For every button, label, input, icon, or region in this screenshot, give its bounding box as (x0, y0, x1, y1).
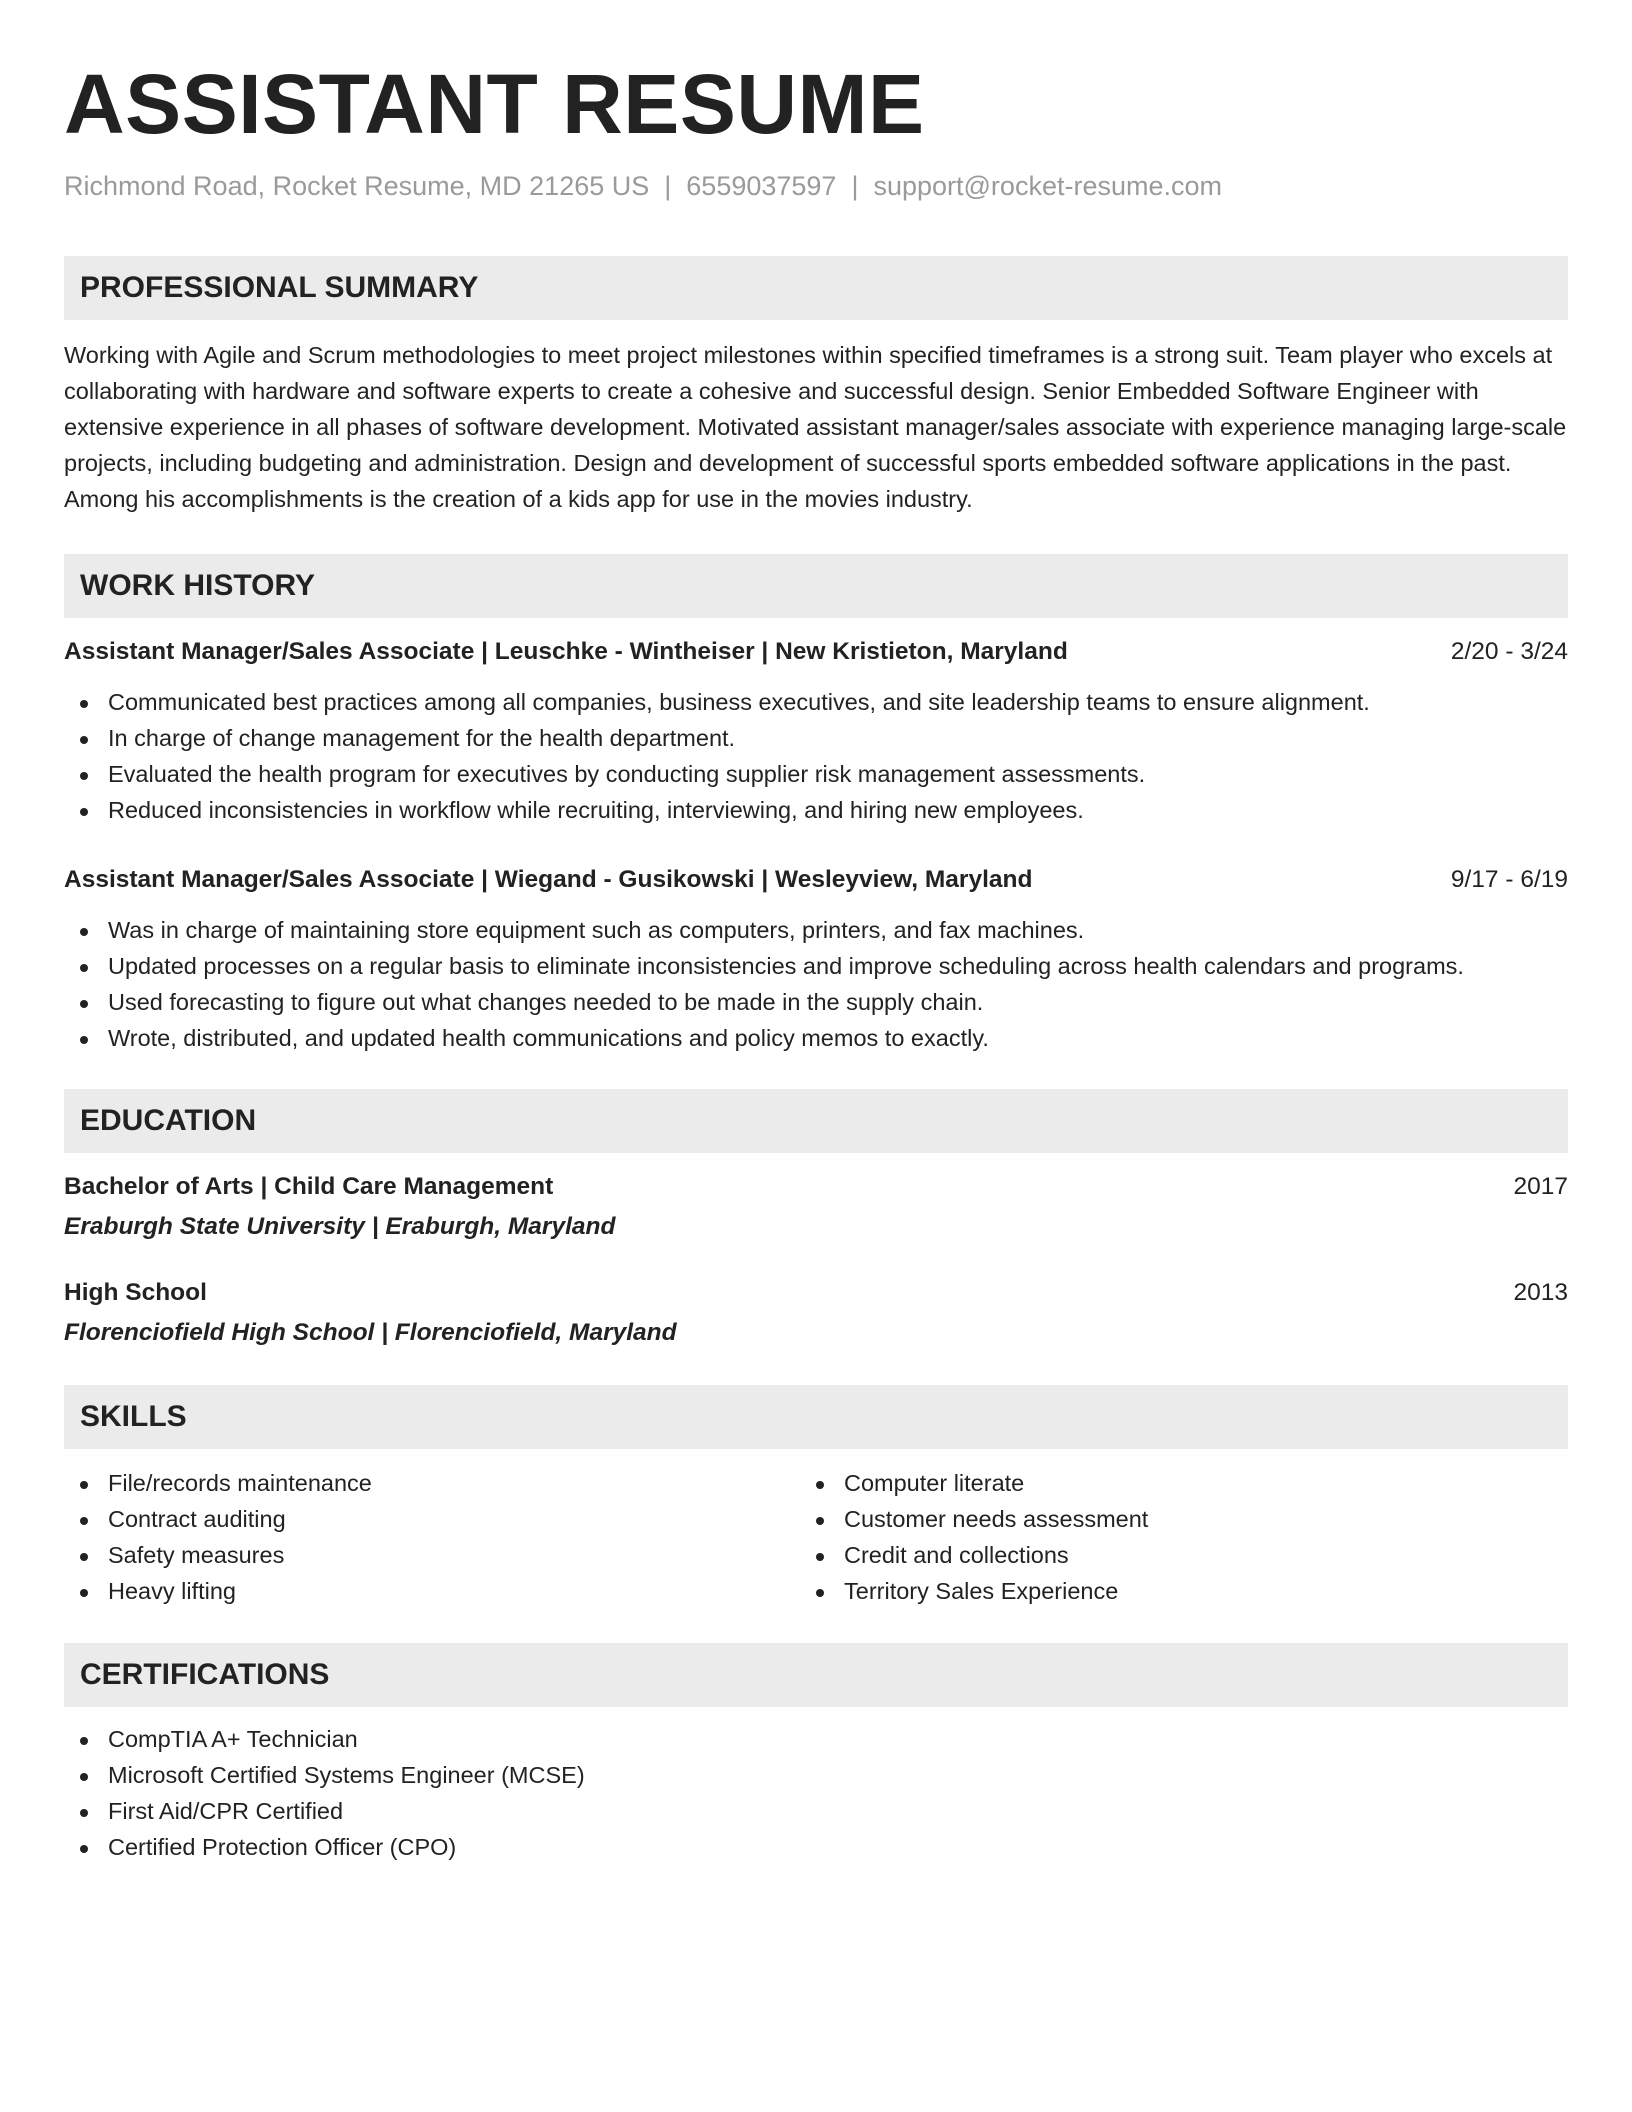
skill-item: Computer literate (800, 1465, 1536, 1501)
section-header-skills: SKILLS (64, 1385, 1568, 1449)
certification-item: CompTIA A+ Technician (64, 1721, 1568, 1757)
skills-column-right (800, 1465, 1536, 1609)
skill-item: Safety measures (64, 1537, 800, 1573)
section-header-education: EDUCATION (64, 1089, 1568, 1153)
job-title-row (64, 862, 1568, 898)
education-entry (64, 1169, 1568, 1245)
education-year: 2017 (1513, 1173, 1568, 1200)
job-dates: 9/17 - 6/19 (1450, 866, 1568, 893)
job-dates: 2/20 - 3/24 (1450, 638, 1568, 665)
contact-phone: 6559037597 (686, 171, 837, 201)
education-degree: Bachelor of Arts | Child Care Management (64, 1173, 554, 1200)
contact-email: support@rocket-resume.com (873, 171, 1222, 201)
skills-column-left (64, 1465, 800, 1609)
skills-list (64, 1465, 800, 1609)
job-bullet-list (64, 684, 1568, 828)
contact-line (64, 168, 1568, 204)
certification-item: First Aid/CPR Certified (64, 1793, 1568, 1829)
job-entry (64, 634, 1568, 828)
job-bullet-list (64, 912, 1568, 1056)
education-degree-row (64, 1169, 1568, 1205)
skill-item: Customer needs assessment (800, 1501, 1536, 1537)
skill-item: Heavy lifting (64, 1573, 800, 1609)
summary-text: Working with Agile and Scrum methodologies to meet project milestones within specified timeframes is a strong suit. Team player who excels at collaborating with hardware and software experts to create a cohesive and successful design. Senior Embedded Software Engineer with extensive experience in all phases of software development. Motivated assistant manager/sales associate with experience managing large-scale projects, including budgeting and administration. Design and development of successful sports embedded software applications in the past. Among his accomplishments is the creation of a kids app for use in the movies industry. (64, 342, 1567, 512)
job-entry (64, 862, 1568, 1056)
education-school: Florenciofield High School | Florenciofield, Maryland (64, 1319, 677, 1346)
job-bullet: Communicated best practices among all companies, business executives, and site leadership teams to ensure alignment. (64, 684, 1568, 720)
section-header-summary: PROFESSIONAL SUMMARY (64, 256, 1568, 320)
job-bullet: Reduced inconsistencies in workflow while recruiting, interviewing, and hiring new employees. (64, 792, 1568, 828)
education-degree: High School (64, 1279, 207, 1306)
section-header-certifications: CERTIFICATIONS (64, 1643, 1568, 1707)
skill-item: Credit and collections (800, 1537, 1536, 1573)
certifications-list (64, 1721, 1568, 1865)
job-bullet: Wrote, distributed, and updated health communications and policy memos to exactly. (64, 1020, 1568, 1056)
job-bullet: In charge of change management for the health department. (64, 720, 1568, 756)
job-bullet: Updated processes on a regular basis to eliminate inconsistencies and improve scheduling across health calendars and programs. (64, 948, 1568, 984)
certification-item: Microsoft Certified Systems Engineer (MCSE) (64, 1757, 1568, 1793)
job-title: Assistant Manager/Sales Associate | Wiegand - Gusikowski | Wesleyview, Maryland (64, 866, 1033, 893)
job-title-row (64, 634, 1568, 670)
section-header-work-history: WORK HISTORY (64, 554, 1568, 618)
skill-item: File/records maintenance (64, 1465, 800, 1501)
contact-separator: | (851, 171, 859, 201)
contact-address: Richmond Road, Rocket Resume, MD 21265 US (64, 171, 650, 201)
job-bullet: Was in charge of maintaining store equipment such as computers, printers, and fax machines. (64, 912, 1568, 948)
job-bullet: Used forecasting to figure out what changes needed to be made in the supply chain. (64, 984, 1568, 1020)
education-school: Eraburgh State University | Eraburgh, Maryland (64, 1213, 616, 1240)
certification-item: Certified Protection Officer (CPO) (64, 1829, 1568, 1865)
job-title: Assistant Manager/Sales Associate | Leuschke - Wintheiser | New Kristieton, Maryland (64, 638, 1068, 665)
resume-title: ASSISTANT RESUME (64, 57, 925, 151)
skill-item: Contract auditing (64, 1501, 800, 1537)
skill-item: Territory Sales Experience (800, 1573, 1536, 1609)
education-degree-row (64, 1275, 1568, 1311)
skills-list (800, 1465, 1536, 1609)
job-bullet: Evaluated the health program for executives by conducting supplier risk management assessments. (64, 756, 1568, 792)
education-year: 2013 (1513, 1279, 1568, 1306)
contact-separator: | (664, 171, 672, 201)
education-entry (64, 1275, 1568, 1351)
skills-grid (64, 1465, 1568, 1609)
